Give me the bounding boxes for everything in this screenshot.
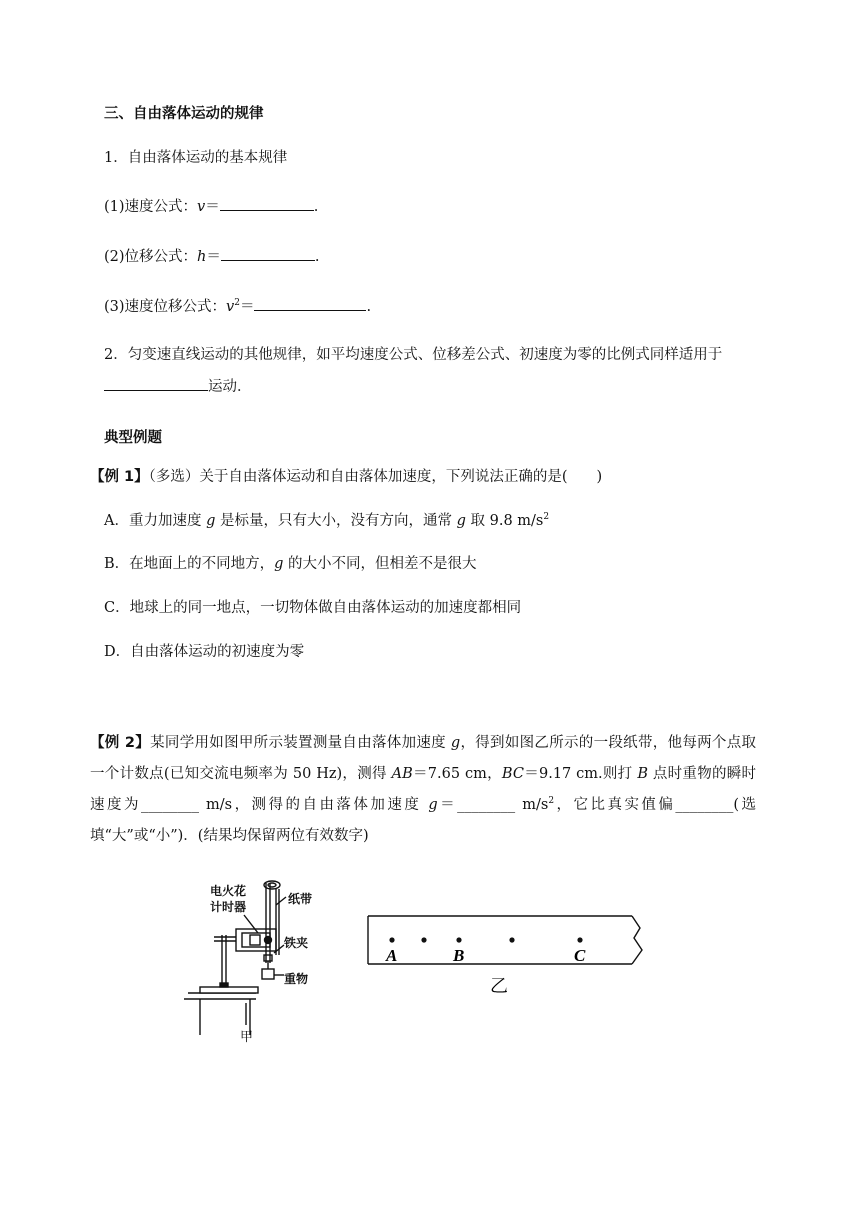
label-tape: 纸带 <box>288 892 313 906</box>
examples-heading: 典型例题 <box>104 430 162 446</box>
tape-dot-b <box>456 937 461 942</box>
var-h: h <box>197 249 207 265</box>
text: ，得到如图乙所示的一段纸带，他每两个点取一个计数点(已知交流电频率为 50 Hz)，测得 <box>90 735 757 782</box>
period: . <box>314 249 320 265</box>
var-g: g <box>428 797 438 813</box>
var-v: v <box>197 199 206 215</box>
answer-blank-vd[interactable] <box>254 296 366 311</box>
label-clamp: 铁夹 <box>284 936 309 950</box>
example-1-question: （多选）关于自由落体运动和自由落体加速度，下列说法正确的是( ) <box>148 469 603 485</box>
item-2-line2 <box>104 376 252 397</box>
text: (选填“大”或“小”)．(结果均保留两位有效数字) <box>90 797 757 844</box>
var-ab: AB <box>391 766 413 782</box>
var-g: g <box>450 735 461 751</box>
example-2-tag: 【例 2】 <box>90 735 151 751</box>
figure-tape <box>360 910 670 1000</box>
option-a-text: 取 9.8 m/s <box>465 513 544 529</box>
equals: ＝ <box>206 249 221 265</box>
option-b[interactable] <box>104 554 477 574</box>
section-heading: 三、自由落体运动的规律 <box>104 106 264 122</box>
text: ＝9.17 cm.则打 <box>523 766 638 782</box>
period: . <box>313 199 319 215</box>
formula-vd-label: (3)速度位移公式： <box>104 299 227 315</box>
answer-blank-speed[interactable]: ________ <box>140 797 199 813</box>
superscript: 2 <box>543 512 550 523</box>
option-a[interactable] <box>104 511 549 531</box>
text: ＝ <box>437 797 458 813</box>
caption-jia: 甲 <box>240 1030 254 1045</box>
item-2-tail: 运动． <box>208 379 252 395</box>
answer-blank-accel[interactable]: ________ <box>457 797 516 813</box>
text: m/s，测得的自由落体加速度 <box>198 797 429 813</box>
answer-blank-bias[interactable]: ________ <box>675 797 734 813</box>
option-b-text: 的大小不同，但相差不是很大 <box>283 556 477 572</box>
text: ，它比真实值偏 <box>554 797 676 813</box>
text: 点时重物的瞬时速度为 <box>90 766 757 813</box>
option-a-text: 是标量，只有大小，没有方向，通常 <box>215 513 457 529</box>
formula-displacement <box>104 246 320 267</box>
equals: ＝ <box>239 299 255 315</box>
option-a-text: A．重力加速度 <box>104 513 207 529</box>
text: 某同学用如图甲所示装置测量自由落体加速度 <box>150 735 451 751</box>
option-d[interactable]: D．自由落体运动的初速度为零 <box>104 644 305 660</box>
equals: ＝ <box>205 199 220 215</box>
var-v: v <box>226 299 235 315</box>
tape-label-a: A <box>386 946 398 965</box>
formula-displacement-label: (2)位移公式： <box>104 249 198 265</box>
formula-velocity <box>104 196 318 217</box>
caption-yi: 乙 <box>490 976 508 997</box>
item-2-line1: 2．匀变速直线运动的其他规律，如平均速度公式、位移差公式、初速度为零的比例式同样适用于 <box>104 347 723 363</box>
var-bc: BC <box>501 766 524 782</box>
example-2-stem <box>90 728 756 852</box>
text: m/s <box>515 797 549 813</box>
var-g: g <box>456 513 466 529</box>
period: . <box>366 299 372 315</box>
var-g: g <box>206 513 216 529</box>
item-1-title: 1．自由落体运动的基本规律 <box>104 150 288 166</box>
answer-blank-displacement[interactable] <box>221 246 315 261</box>
superscript: 2 <box>548 796 555 807</box>
option-c[interactable]: C．地球上的同一地点，一切物体做自由落体运动的加速度都相同 <box>104 600 522 616</box>
tape-dot <box>421 937 426 942</box>
example-1-tag: 【例 1】 <box>90 469 149 485</box>
tape-dot-a <box>389 937 394 942</box>
label-timer-1: 电火花 <box>210 884 247 898</box>
text: ＝7.65 cm， <box>412 766 502 782</box>
label-timer-2: 计时器 <box>210 900 247 914</box>
formula-velocity-label: (1)速度公式： <box>104 199 198 215</box>
superscript: 2 <box>234 298 240 309</box>
tape-label-c: C <box>574 946 586 965</box>
answer-blank-motion[interactable] <box>104 376 208 391</box>
answer-blank-velocity[interactable] <box>220 196 314 211</box>
example-1-stem <box>90 467 602 487</box>
label-weight: 重物 <box>284 972 309 986</box>
option-b-text: B．在地面上的不同地方， <box>104 556 275 572</box>
var-g: g <box>274 556 284 572</box>
tape-label-b: B <box>453 946 465 965</box>
tape-dot-c <box>577 937 582 942</box>
formula-velocity-displacement <box>104 296 371 317</box>
var-b: B <box>637 766 648 782</box>
figure-apparatus <box>180 875 330 1045</box>
tape-dot <box>509 937 514 942</box>
